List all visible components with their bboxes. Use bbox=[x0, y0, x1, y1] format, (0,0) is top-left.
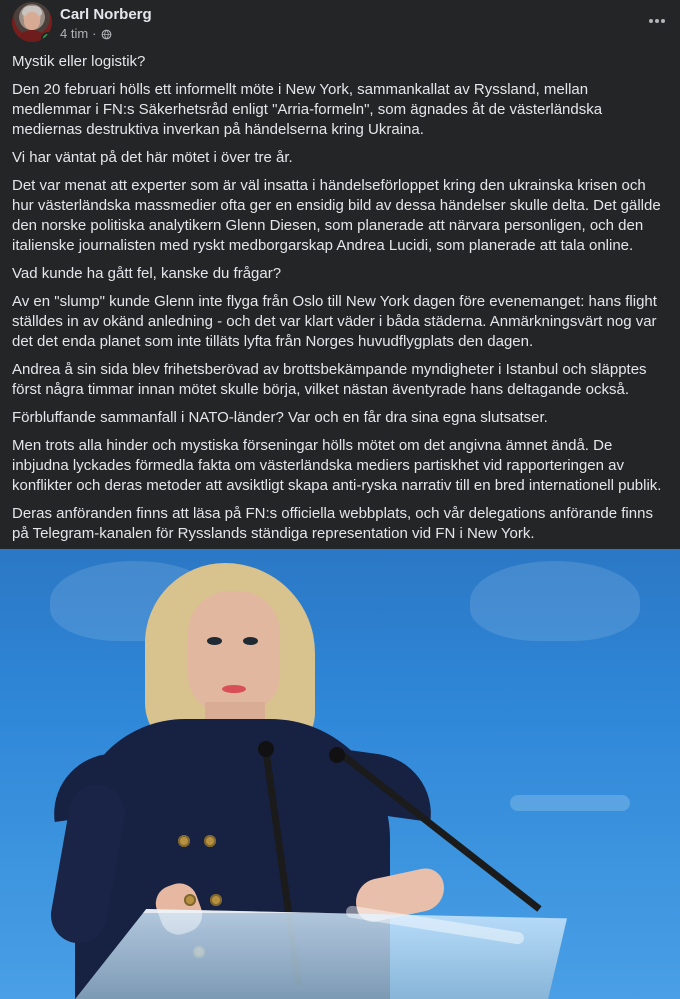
speaker-face bbox=[188, 591, 280, 713]
post-paragraph: Det var menat att experter som är väl insatta i händelseförloppet kring den ukrainska krisen och hur västerländska massmedier ofta ger en ensidig bild av dessa händelser skulle delta. Det gällde den norske politiska analytikern Glenn Diesen, som planerade att närvara personligen, och den italienske journalisten med ryskt medborgarskap Andrea Lucidi, som planerade att tala online. bbox=[12, 177, 661, 254]
jacket-button bbox=[184, 894, 196, 906]
author-name[interactable]: Carl Norberg bbox=[60, 6, 152, 23]
post-paragraph: Förbluffande sammanfall i NATO-länder? Var och en får dra sina egna slutsatser. bbox=[12, 409, 548, 426]
speaker-eye bbox=[207, 637, 222, 645]
more-dot-icon bbox=[661, 19, 665, 23]
post-paragraph: Av en "slump" kunde Glenn inte flyga från Oslo till New York dagen före evenemanget: hans flight ställdes in av okänd anledning - och det var klart väder i båda städerna. Anmärkningsvärt nog var det det enda planet som inte tilläts lyfta från Norges huvudflygplats den dagen. bbox=[12, 293, 657, 350]
post-metadata bbox=[60, 26, 112, 42]
speaker-lips bbox=[222, 685, 246, 693]
online-status-icon bbox=[41, 32, 52, 42]
more-dot-icon bbox=[655, 19, 659, 23]
post-paragraph: Men trots alla hinder och mystiska förseningar hölls mötet om det angivna ämnet ändå. De inbjudna lyckades förmedla fakta om västerländska mediers partiskhet vid rapporteringen av konflikter och deras metoder att avsiktligt skapa anti-ryska narrativ till en bred internationell publik. bbox=[12, 437, 662, 494]
jacket-button bbox=[204, 835, 216, 847]
microphone-head bbox=[258, 741, 274, 757]
post-paragraph: Deras anföranden finns att läsa på FN:s officiella webbplats, och vår delegations anförande finns på Telegram-kanalen för Rysslands ständiga representation vid FN i New York. bbox=[12, 505, 653, 542]
background-emblem bbox=[470, 561, 640, 641]
glass-podium bbox=[72, 909, 567, 999]
more-dot-icon bbox=[649, 19, 653, 23]
post-paragraph: Vad kunde ha gått fel, kanske du frågar? bbox=[12, 265, 282, 282]
metadata-separator: · bbox=[92, 26, 97, 41]
jacket-button bbox=[178, 835, 190, 847]
speaker-eye bbox=[243, 637, 258, 645]
post-paragraph: Mystik eller logistik? bbox=[12, 53, 146, 70]
avatar-face bbox=[24, 12, 40, 30]
jacket-button bbox=[210, 894, 222, 906]
post-paragraph: Den 20 februari hölls ett informellt möte i New York, sammankallat av Ryssland, mellan medlemmar i FN:s Säkerhetsråd enligt "Arria-formeln", som ägnades åt de västerländska mediernas destruktiva inverkan på händelserna kring Ukraina. bbox=[12, 81, 603, 138]
background-watermark bbox=[510, 795, 630, 811]
post-image[interactable] bbox=[0, 549, 680, 999]
microphone-head bbox=[329, 747, 345, 763]
post-header bbox=[12, 2, 668, 44]
post-paragraph: Andrea å sin sida blev frihetsberövad av brottsbekämpande myndigheter i Istanbul och släpptes först några timmar innan mötet skulle börja, vilket nästan äventyrade hans deltagande också. bbox=[12, 361, 647, 398]
post-text bbox=[12, 52, 662, 552]
globe-icon[interactable] bbox=[101, 29, 112, 40]
profile-avatar[interactable] bbox=[12, 2, 52, 42]
more-options-icon[interactable] bbox=[646, 10, 668, 32]
post-timestamp[interactable]: 4 tim bbox=[60, 26, 89, 41]
post-paragraph: Vi har väntat på det här mötet i över tre år. bbox=[12, 149, 293, 166]
